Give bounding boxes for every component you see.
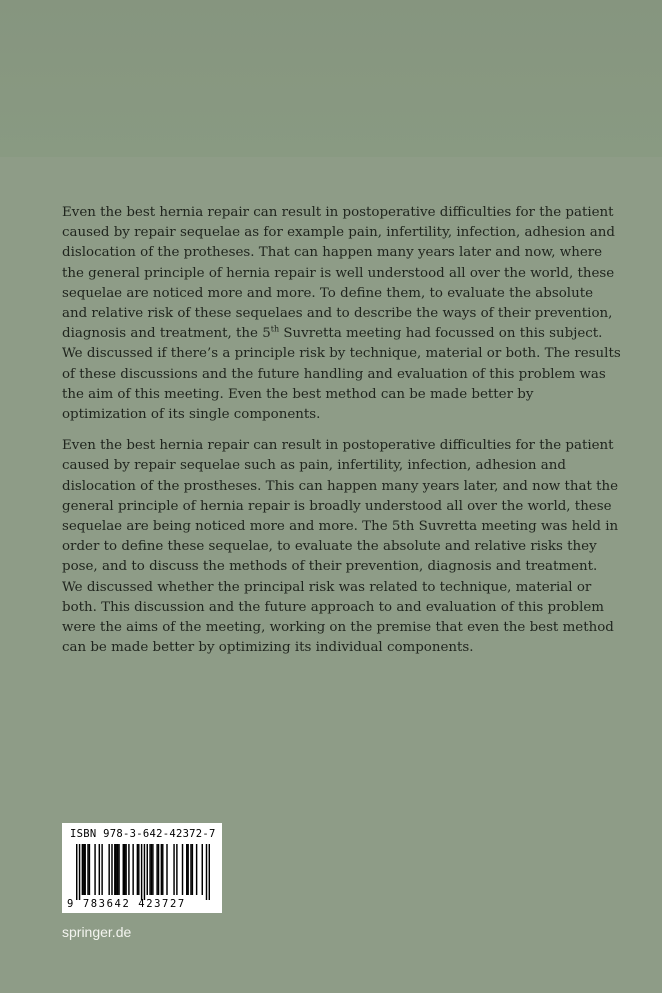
barcode-bar: [89, 844, 90, 895]
barcode-bar: [147, 844, 148, 895]
barcode-bar: [137, 844, 138, 895]
barcode-guard-bar: [76, 844, 77, 900]
barcode-bar: [115, 844, 116, 895]
blurb-paragraph-2: Even the best hernia repair can result in postoperative difficulties for the patient caused by repair sequelae such as pain, infertility, infection, adhesion and dislocation of the prostheses. This can happen many years later, and now that the general principle of hernia repair is broadly understood all over the world, these sequelae are being noticed more and more. The 5th Suvretta meeting was held in order to define these sequelae, to evaluate the absolute and relative risks they pose, and to discuss the methods of their prevention, diagnosis and treatment. We discussed whether the principal risk was related to technique, material or both. This discussion and the future approach to and evaluation of this problem were the aims of the meeting, working on the premise that even the best method can be made better by optimizing its individual components.: [62, 438, 619, 656]
barcode-bar: [161, 844, 162, 895]
barcode-bar: [166, 844, 167, 895]
barcode-bar: [99, 844, 100, 895]
blurb-paragraph-1: [62, 203, 622, 425]
barcode-bar: [132, 844, 133, 895]
barcode-bar: [190, 844, 191, 895]
barcode-bar: [176, 844, 177, 895]
barcode-guard-bar: [209, 844, 210, 900]
barcode-bar: [101, 844, 102, 895]
barcode-bar: [108, 844, 109, 895]
barcode-bar: [186, 844, 187, 895]
barcode-bar: [152, 844, 153, 895]
barcode-bar: [94, 844, 95, 895]
barcode-bar: [125, 844, 126, 895]
back-cover-blurb: [62, 203, 622, 669]
publisher-website[interactable]: springer.de: [62, 924, 132, 940]
isbn-label: ISBN 978-3-642-42372-7: [70, 828, 216, 840]
barcode-bar: [151, 844, 152, 895]
barcode-bar: [118, 844, 119, 895]
barcode-bar: [114, 844, 115, 895]
barcode-bar: [187, 844, 188, 895]
barcode-bar: [162, 844, 163, 895]
barcode-bar: [82, 844, 83, 895]
barcode-bar: [149, 844, 150, 895]
barcode-bar: [124, 844, 125, 895]
barcode-bar: [84, 844, 85, 895]
blurb-paragraph-1-part-b: Suvretta meeting had focussed on this subject. We discussed if there’s a principle risk by technique, material or both. The results of these discussions and the future handling and evaluation of this problem was the aim of this meeting. Even the best method can be made better by optimization of its single components.: [62, 326, 621, 423]
barcode-bar: [182, 844, 183, 895]
barcode-bar: [192, 844, 193, 895]
barcode-bar: [138, 844, 139, 895]
isbn-barcode-panel: [62, 823, 222, 913]
barcode-bar: [173, 844, 174, 895]
barcode-bar: [156, 844, 157, 895]
blurb-paragraph-1-part-a: Even the best hernia repair can result in postoperative difficulties for the patient caused by repair sequelae as for example pain, infertility, infection, adhesion and dislocation of the protheses. That can happen many years later and now, where the general principle of hernia repair is well understood all over the world, these sequelae are noticed more and more. To define them, to evaluate the absolute and relative risk of these sequelaes and to describe the ways of their prevention, diagnosis and treatment, the 5: [62, 205, 615, 342]
barcode-guard-bar: [206, 844, 207, 900]
barcode-bar: [117, 844, 118, 895]
barcode-image: [76, 844, 210, 900]
barcode-bar: [196, 844, 197, 895]
barcode-digits: 9 783642 423727: [67, 898, 186, 910]
ordinal-superscript: th: [270, 324, 280, 334]
barcode-bar: [87, 844, 88, 895]
barcode-bar: [83, 844, 84, 895]
barcode-guard-bar: [79, 844, 80, 900]
barcode-bar: [111, 844, 112, 895]
barcode-bar: [123, 844, 124, 895]
barcode-bar: [202, 844, 203, 895]
top-band: [0, 0, 662, 157]
barcode-guard-bar: [141, 844, 142, 900]
barcode-bar: [158, 844, 159, 895]
barcode-guard-bar: [144, 844, 145, 900]
barcode-bar: [128, 844, 129, 895]
